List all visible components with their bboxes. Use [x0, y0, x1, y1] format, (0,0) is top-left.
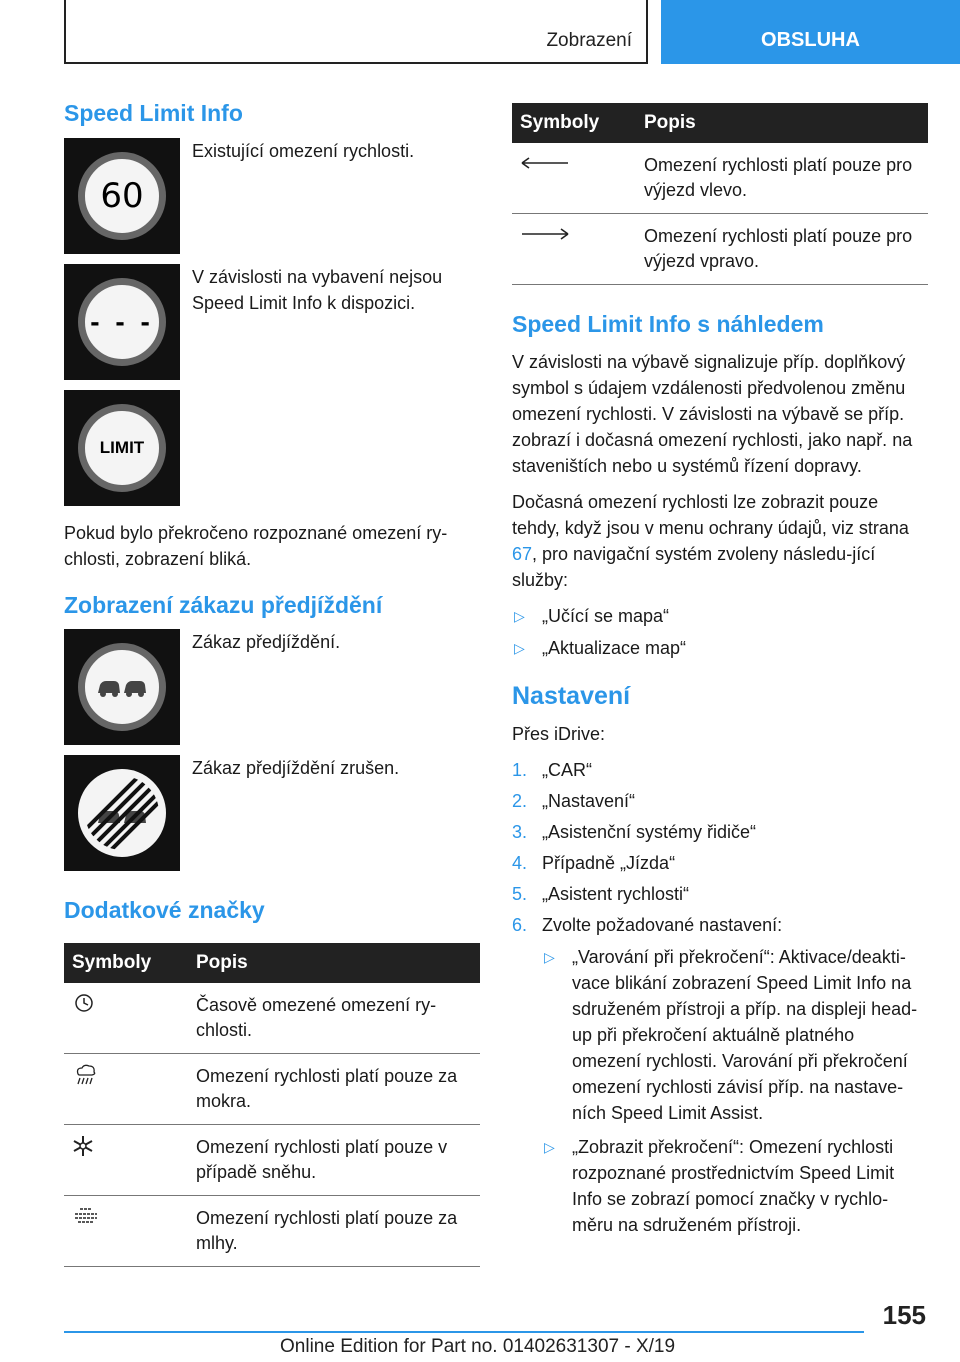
table-cell-desc: Omezení rychlosti platí pouze za mokra.	[188, 1053, 480, 1124]
table-cell-desc: Omezení rychlosti platí pouze za mlhy.	[188, 1195, 480, 1266]
snowflake-icon	[64, 1124, 188, 1195]
exit-signs-table	[512, 103, 928, 285]
fog-icon	[64, 1195, 188, 1266]
heading-settings: Nastavení	[512, 681, 631, 710]
step-item: 6. Zvolte požadované nastavení: ▷ „Varování při překročení“: Aktivace/deakti‐vace blikání zobrazení Speed Limit Info na sdruženém přístroji a příp. na displeji head-up při překročení aktuálně platného omezení rychlosti. Varování při překročení omezení rychlosti závisí příp. na nastave‐ních Speed Limit Assist. ▷ „Zobrazit překročení“: Omezení rychlosti rozpoznané prostřednictvím Speed Limit Info se zobrazí pomocí značky v rychlo‐měru na sdruženém přístroji.	[512, 912, 928, 1238]
heading-extra-signs: Dodatkové značky	[64, 897, 265, 924]
sign-row-60	[64, 138, 480, 254]
triangle-bullet-icon: ▷	[544, 1138, 555, 1155]
overtake-row	[64, 629, 480, 745]
sub-option: ▷ „Varování při překročení“: Aktivace/deakti‐vace blikání zobrazení Speed Limit Info na sdruženém přístroji a příp. na displeji head-up při překročení aktuálně platného omezení rychlosti. Varování při překročení omezení rychlosti závisí příp. na nastave‐ních Speed Limit Assist.	[542, 944, 928, 1126]
heading-overtaking: Zobrazení zákazu předjíždění	[64, 591, 383, 618]
step-item: 3. „Asistenční systémy řidiče“	[512, 821, 757, 842]
col-header-desc: Popis	[636, 103, 928, 143]
footer-edition: Online Edition for Part no. 01402631307 - X/19	[280, 1336, 676, 1357]
clock-icon	[64, 983, 188, 1054]
list-item: ▷ „Učící se mapa“	[512, 603, 928, 629]
end-no-overtaking-sign-icon	[64, 755, 180, 871]
header-box	[64, 0, 648, 64]
paragraph-idrive: Přes iDrive:	[512, 723, 606, 744]
table-row	[512, 143, 928, 214]
table-row	[64, 1053, 480, 1124]
limit-sign-icon: LIMIT	[64, 390, 180, 506]
arrow-left-icon	[512, 143, 636, 214]
table-row	[64, 1124, 480, 1195]
sign-description: Existující omezení rychlosti.	[192, 140, 415, 161]
rain-icon	[64, 1053, 188, 1124]
sign-description: V závislosti na vybavení nejsou Speed Limit Info k dispozici.	[192, 266, 443, 313]
sign-description: Zákaz předjíždění.	[192, 632, 341, 653]
list-item: ▷ „Aktualizace map“	[512, 635, 928, 661]
no-overtaking-sign-icon	[64, 629, 180, 745]
col-header-symbol: Symboly	[64, 943, 188, 983]
speed-unavailable-sign-icon: - - -	[64, 264, 180, 380]
table-row	[64, 983, 480, 1054]
triangle-bullet-icon: ▷	[514, 607, 525, 624]
settings-steps	[512, 757, 928, 1238]
sign-row-limit	[64, 390, 480, 506]
right-column	[512, 103, 928, 1246]
step-item: 2. „Nastavení“	[512, 790, 636, 811]
triangle-bullet-icon: ▷	[514, 639, 525, 656]
speed-60-sign-icon: 60	[64, 138, 180, 254]
sub-option: ▷ „Zobrazit překročení“: Omezení rychlosti rozpoznané prostřednictvím Speed Limit Info se zobrazí pomocí značky v rychlo‐měru na sdruženém přístroji.	[542, 1134, 928, 1238]
triangle-bullet-icon: ▷	[544, 948, 555, 965]
services-list	[512, 603, 928, 661]
table-cell-desc: Omezení rychlosti platí pouze pro výjezd vlevo.	[636, 143, 928, 214]
page-link[interactable]: 67	[512, 543, 533, 564]
extra-signs-table	[64, 943, 480, 1267]
sign-description: Zákaz předjíždění zrušen.	[192, 758, 400, 779]
header-section-title: Zobrazení	[546, 30, 632, 51]
heading-speed-limit-info: Speed Limit Info	[64, 100, 243, 126]
paragraph-preview-2: Dočasná omezení rychlosti lze zobrazit pouze tehdy, když jsou v menu ochrany údajů, viz strana 67, pro navigační systém zvoleny následu‐jící služby:	[512, 491, 909, 590]
sign-row-dashes	[64, 264, 480, 380]
table-cell-desc: Omezení rychlosti platí pouze pro výjezd vpravo.	[636, 214, 928, 285]
col-header-desc: Popis	[188, 943, 480, 983]
table-row	[64, 1195, 480, 1266]
table-row	[512, 214, 928, 285]
table-cell-desc: Časově omezené omezení ry‐chlosti.	[188, 983, 480, 1054]
col-header-symbol: Symboly	[512, 103, 636, 143]
overtake-cancel-row	[64, 755, 480, 871]
step-item: 4. Případně „Jízda“	[512, 852, 676, 873]
step-item: 1. „CAR“	[512, 759, 592, 780]
heading-preview: Speed Limit Info s náhledem	[512, 311, 824, 337]
paragraph-blink: Pokud bylo překročeno rozpoznané omezení ry‐chlosti, zobrazení bliká.	[64, 522, 448, 569]
sub-options	[542, 944, 928, 1238]
step-item: 5. „Asistent rychlosti“	[512, 883, 690, 904]
page-number: 155	[882, 1300, 926, 1330]
arrow-right-icon	[512, 214, 636, 285]
header-chapter-tab: OBSLUHA	[661, 0, 960, 64]
paragraph-preview-1: V závislosti na výbavě signalizuje příp. doplňkový symbol s údajem vzdálenosti předvolenou změnu omezení rychlosti. V závislosti na výbavě se příp. zobrazí i dočasná omezení rychlosti, jako např. na staveništích nebo u systémů řízení dopravy.	[512, 351, 913, 476]
table-cell-desc: Omezení rychlosti platí pouze v případě sněhu.	[188, 1124, 480, 1195]
left-column	[64, 100, 480, 1267]
footer-divider	[64, 1331, 864, 1333]
